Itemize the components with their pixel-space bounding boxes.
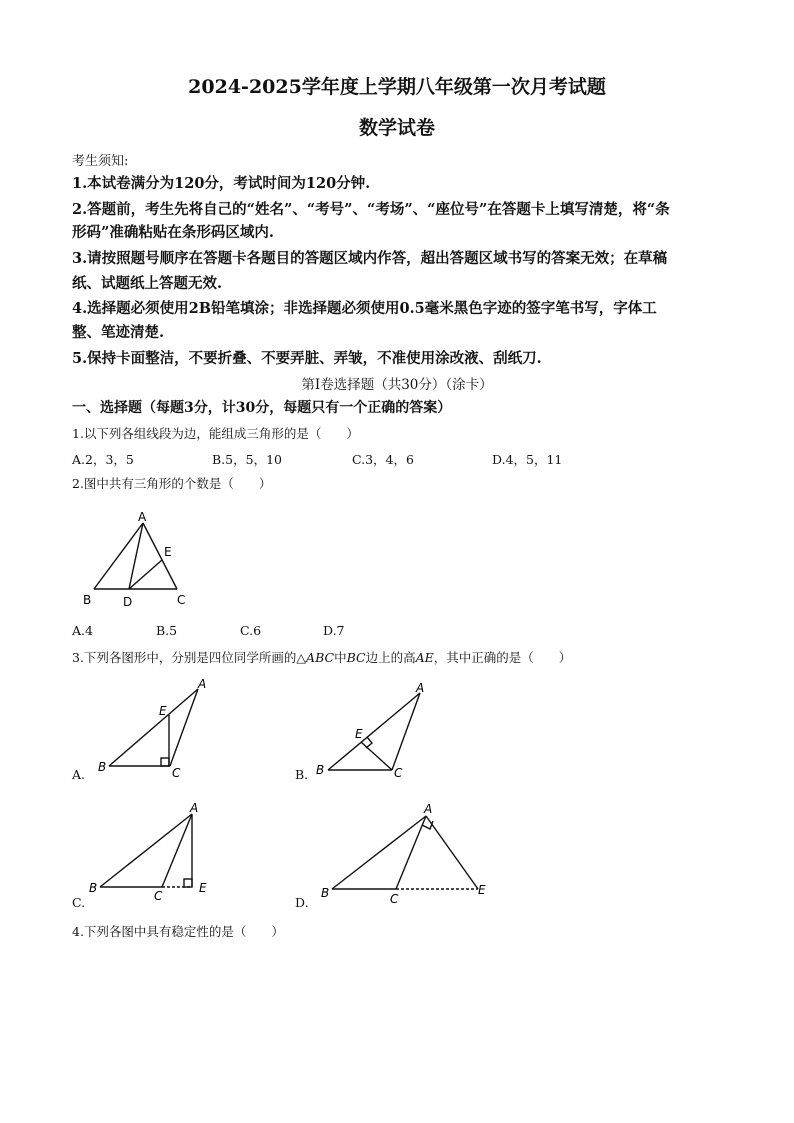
q3-figure-d-svg: [318, 798, 498, 906]
q3-figure-b: [310, 675, 440, 785]
q3a-label-c: C: [172, 766, 181, 780]
q3-option-label-c: C.: [72, 895, 86, 910]
q2-label-b: B: [83, 593, 92, 607]
part1-heading: 第Ⅰ卷选择题（共30分）（涂卡）: [301, 377, 493, 393]
q3-stem-part: ，其中正确的是（ ）: [433, 650, 572, 665]
q3a-label-a: A: [198, 677, 207, 691]
q3b-label-b: B: [316, 763, 325, 777]
q3-stem-bc: BC: [346, 650, 366, 665]
q2-option-c: C.6: [240, 623, 262, 638]
q3-stem: [72, 648, 571, 666]
notice-line-4: 3.请按照题号顺序在答题卡各题目的答题区域内作答，超出答题区域书写的答案无效；在草稿: [72, 250, 668, 267]
exam-subtitle: 数学试卷: [358, 117, 435, 139]
q1-option-a: A.2，3，5: [72, 452, 134, 467]
q2-figure: [76, 505, 196, 615]
notice-line-7: 整、笔迹清楚.: [72, 324, 165, 341]
q1-option-b: B.5，5，10: [212, 452, 282, 467]
q3-option-label-a: A.: [72, 767, 86, 782]
q3c-label-a: A: [190, 801, 199, 815]
q3d-label-a: A: [424, 802, 433, 816]
q3-option-label-b: B.: [295, 767, 309, 782]
q3-stem-part: 中: [334, 650, 347, 665]
q3-stem-part: 边上的高: [365, 650, 416, 665]
q3-option-label-d: D.: [295, 895, 309, 910]
q2-label-a: A: [138, 510, 147, 524]
q3-figure-b-svg: [310, 675, 440, 785]
q3b-label-a: A: [416, 681, 425, 695]
q3b-label-e: E: [355, 727, 363, 741]
q2-label-e: E: [164, 545, 172, 559]
exam-title: 2024-2025学年度上学期八年级第一次月考试题: [188, 76, 606, 98]
q3-figure-c: [88, 800, 223, 905]
notice-line-1: 1.本试卷满分为120分，考试时间为120分钟.: [72, 175, 371, 192]
q1-stem: 1.以下列各组线段为边，能组成三角形的是（ ）: [72, 426, 359, 441]
q2-option-a: A.4: [72, 623, 93, 638]
q4-stem: 4.下列各图中具有稳定性的是（ ）: [72, 924, 284, 939]
q3-stem-part: 3.下列各图形中，分别是四位同学所画的△: [72, 650, 307, 665]
q3d-label-e: E: [478, 883, 486, 897]
q2-segment-ac: [143, 523, 177, 589]
notice-line-5: 纸、试题纸上答题无效.: [72, 275, 223, 292]
notice-line-2: 2.答题前，考生先将自己的“姓名”、“考号”、“考场”、“座位号”在答题卡上填写清楚，将“条: [72, 201, 670, 218]
q1-option-c: C.3，4，6: [352, 452, 414, 467]
q3d-label-c: C: [390, 892, 399, 906]
q3d-label-b: B: [321, 886, 330, 900]
q3c-label-b: B: [89, 881, 98, 895]
q3a-label-e: E: [159, 704, 167, 718]
q3-figure-a-svg: [92, 675, 217, 785]
q2-stem: 2.图中共有三角形的个数是（ ）: [72, 476, 272, 491]
q3-figure-d: [318, 798, 498, 906]
section-heading: 一、选择题（每题3分，计30分，每题只有一个正确的答案）: [72, 400, 452, 416]
q3c-label-c: C: [154, 889, 163, 903]
q2-option-d: D.7: [323, 623, 345, 638]
notice-line-6: 4.选择题必须使用2B铅笔填涂；非选择题必须使用0.5毫米黑色字迹的签字笔书写，字体工: [72, 300, 657, 317]
q3-figure-c-svg: [88, 800, 223, 905]
q3-stem-ae: AE: [415, 650, 434, 665]
notice-heading: 考生须知:: [72, 154, 129, 169]
q3a-label-b: B: [98, 760, 107, 774]
q2-triangle-diagram: [76, 505, 196, 615]
q1-option-d: D.4，5，11: [492, 452, 563, 467]
q2-option-b: B.5: [156, 623, 178, 638]
q3c-label-e: E: [199, 881, 207, 895]
q3b-label-c: C: [394, 766, 403, 780]
q3-figure-a: [92, 675, 217, 785]
notice-line-3: 形码”准确粘贴在条形码区域内.: [72, 224, 274, 241]
q2-label-c: C: [177, 593, 186, 607]
q3-stem-abc: ABC: [306, 650, 335, 665]
notice-line-8: 5.保持卡面整洁，不要折叠、不要弄脏、弄皱，不准使用涂改液、刮纸刀.: [72, 350, 542, 367]
q2-label-d: D: [123, 595, 133, 609]
